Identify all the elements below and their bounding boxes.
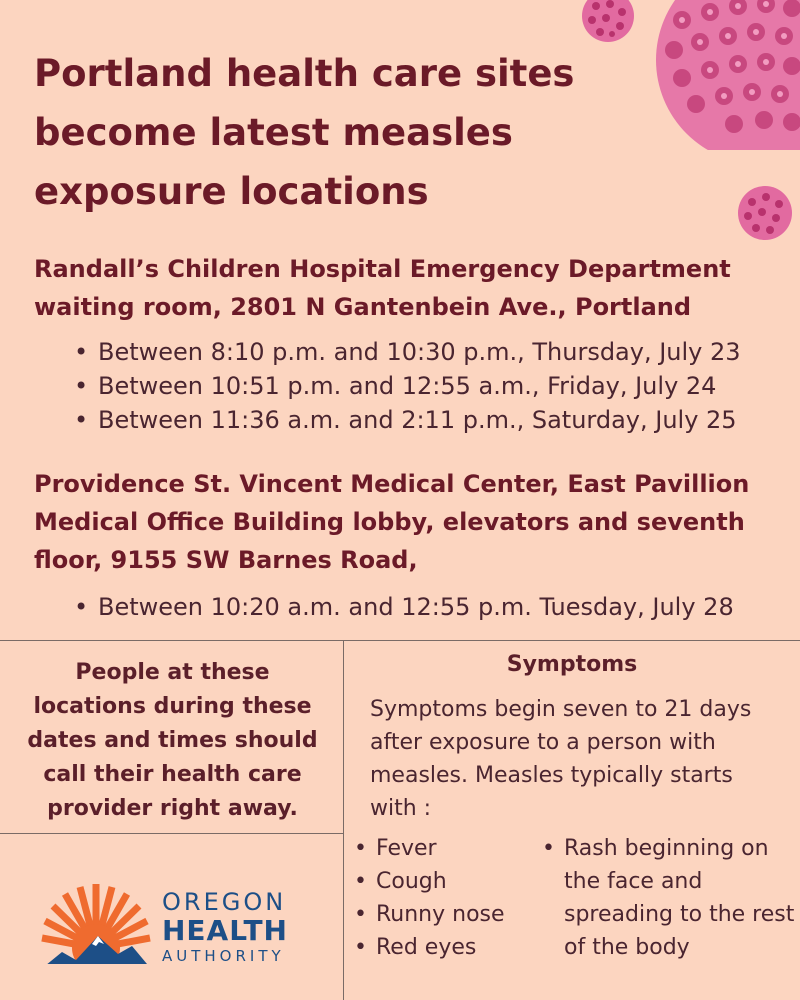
symptom-item: • Fever — [352, 832, 532, 865]
logo-line-authority: AUTHORITY — [162, 947, 285, 965]
logo-wordmark — [162, 888, 288, 966]
time-item: • Between 8:10 p.m. and 10:30 p.m., Thursday, July 23 — [70, 335, 741, 369]
virus-small-icon — [578, 0, 638, 46]
symptom-item: • Rash beginning on the face and spreading to the rest of the body — [540, 832, 795, 964]
symptoms-list-b — [540, 832, 795, 964]
virus-large-icon — [652, 0, 800, 150]
time-item: • Between 11:36 a.m. and 2:11 p.m., Saturday, July 25 — [70, 403, 741, 437]
oha-logo — [40, 878, 310, 974]
sunburst-mountain-icon — [40, 878, 152, 970]
divider-vertical — [343, 640, 344, 1000]
divider-left-box — [0, 833, 343, 834]
symptoms-title: Symptoms — [506, 652, 638, 677]
symptoms-list-a — [352, 832, 532, 964]
symptom-item: • Runny nose — [352, 898, 532, 931]
virus-medium-icon — [736, 184, 794, 242]
symptom-item: • Cough — [352, 865, 532, 898]
advice-text: People at these locations during these dates and times should call their health care provider right away. — [27, 660, 318, 821]
headline: Portland health care sites become latest measles exposure locations — [34, 52, 575, 213]
location-2-name: Providence St. Vincent Medical Center, East Pavillion Medical Office Building lobby, elevators and seventh floor, 9155 SW Barnes Road, — [34, 470, 750, 574]
divider-horizontal — [0, 640, 800, 641]
logo-line-oregon: OREGON — [162, 888, 287, 916]
logo-line-health: HEALTH — [162, 914, 288, 947]
location-2-times — [70, 590, 734, 624]
location-1-name: Randall’s Children Hospital Emergency Department waiting room, 2801 N Gantenbein Ave., Portland — [34, 255, 731, 321]
location-1-times — [70, 335, 741, 437]
time-item: • Between 10:20 a.m. and 12:55 p.m. Tuesday, July 28 — [70, 590, 734, 624]
time-item: • Between 10:51 p.m. and 12:55 a.m., Friday, July 24 — [70, 369, 741, 403]
symptom-item: • Red eyes — [352, 931, 532, 964]
symptoms-intro: Symptoms begin seven to 21 days after exposure to a person with measles. Measles typically starts with : — [370, 697, 752, 821]
